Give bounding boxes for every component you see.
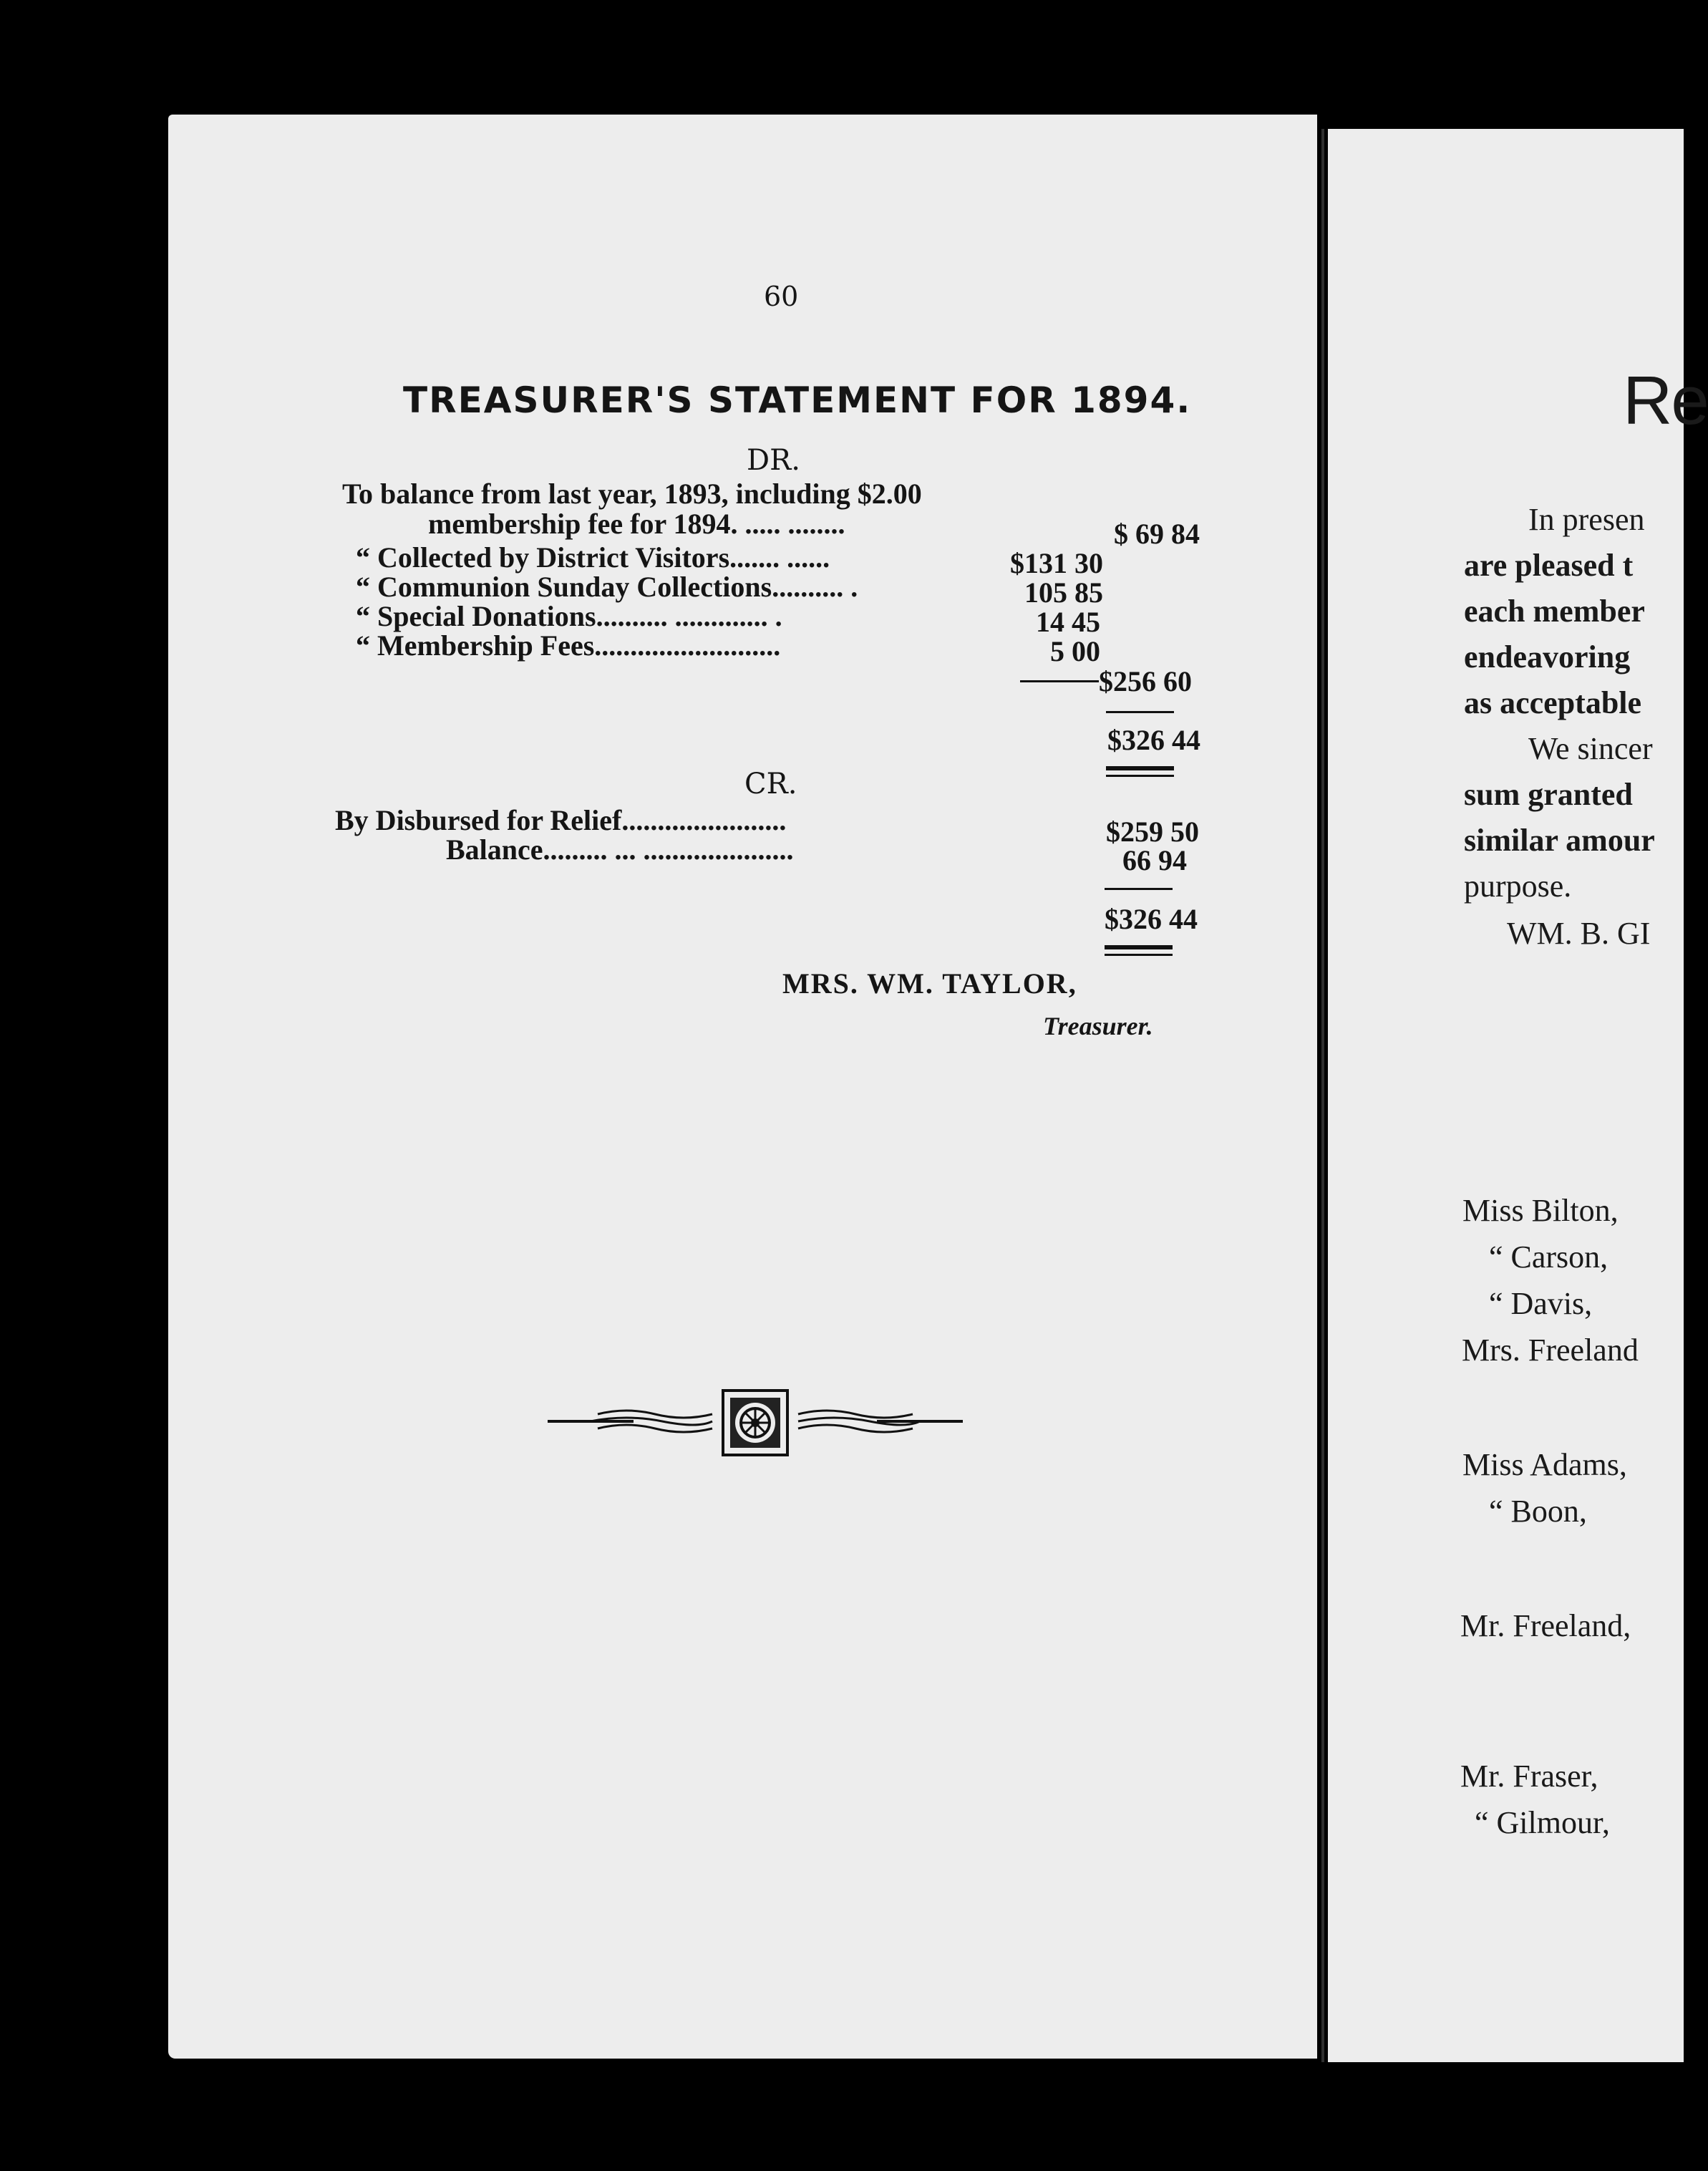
- opening-line-1: To balance from last year, 1893, including $2.00: [342, 478, 922, 510]
- right-page: [1328, 129, 1708, 2062]
- debit-heading: DR.: [747, 444, 800, 477]
- debit-item-amount: $131 30: [1010, 547, 1103, 579]
- member-name: “ Boon,: [1489, 1494, 1587, 1529]
- credit-heading: CR.: [744, 768, 797, 801]
- credit-item: By Disbursed for Relief.......................: [335, 804, 787, 836]
- total-rule-top: [1106, 711, 1174, 713]
- member-name: Miss Adams,: [1462, 1447, 1627, 1482]
- member-name: “ Davis,: [1489, 1286, 1593, 1321]
- statement-title: TREASURER'S STATEMENT FOR 1894.: [403, 379, 1192, 421]
- total-double-rule: [1106, 766, 1174, 770]
- credit-total-rule: [1105, 888, 1173, 890]
- credit-item: Balance......... ... .....................: [446, 833, 794, 866]
- signature-name: MRS. WM. TAYLOR,: [782, 967, 1077, 1000]
- paragraph-line: as acceptable: [1464, 685, 1642, 720]
- right-page-heading: Re: [1623, 362, 1708, 439]
- opening-line-2: membership fee for 1894. ..... ........: [428, 508, 845, 540]
- debit-item: “ Collected by District Visitors....... ......: [356, 541, 830, 574]
- debit-item: “ Special Donations.......... ............. .: [356, 600, 782, 632]
- credit-total: $326 44: [1105, 903, 1198, 935]
- left-page: [168, 115, 1317, 2059]
- credit-double-rule: [1105, 954, 1173, 956]
- debit-item-amount: 14 45: [1036, 606, 1100, 638]
- page-gutter: [1321, 129, 1324, 2062]
- paragraph-line: We sincer: [1528, 731, 1653, 766]
- signature-role: Treasurer.: [1043, 1012, 1153, 1040]
- subtotal-rule: [1020, 680, 1099, 682]
- credit-item-amount: $259 50: [1106, 816, 1199, 848]
- debit-subtotal: $256 60: [1099, 665, 1192, 697]
- member-name: “ Gilmour,: [1475, 1805, 1610, 1840]
- paragraph-line: sum granted: [1464, 777, 1633, 812]
- member-name: Mr. Freeland,: [1460, 1608, 1631, 1643]
- paragraph-line: endeavoring: [1464, 639, 1631, 674]
- paragraph-line: In presen: [1528, 502, 1645, 537]
- total-double-rule: [1106, 775, 1174, 777]
- debit-total: $326 44: [1107, 724, 1200, 756]
- paragraph-line: purpose.: [1464, 869, 1572, 904]
- paragraph-line: each member: [1464, 594, 1645, 629]
- debit-item-amount: 105 85: [1024, 576, 1103, 609]
- member-name: Mr. Fraser,: [1460, 1759, 1598, 1794]
- member-name: Miss Bilton,: [1462, 1193, 1619, 1228]
- signatory-name: WM. B. GI: [1507, 916, 1651, 951]
- opening-amount: $ 69 84: [1114, 518, 1200, 550]
- member-name: “ Carson,: [1489, 1239, 1608, 1275]
- credit-double-rule: [1105, 945, 1173, 949]
- ornament-divider: [548, 1382, 963, 1461]
- debit-item: “ Communion Sunday Collections.......... .: [356, 571, 858, 603]
- debit-item: “ Membership Fees..........................: [356, 629, 781, 662]
- credit-item-amount: 66 94: [1122, 844, 1187, 876]
- page-number: 60: [764, 281, 799, 312]
- debit-item-amount: 5 00: [1050, 635, 1100, 667]
- paragraph-line: are pleased t: [1464, 548, 1634, 583]
- paragraph-line: similar amour: [1464, 823, 1655, 858]
- member-name: Mrs. Freeland: [1462, 1333, 1639, 1368]
